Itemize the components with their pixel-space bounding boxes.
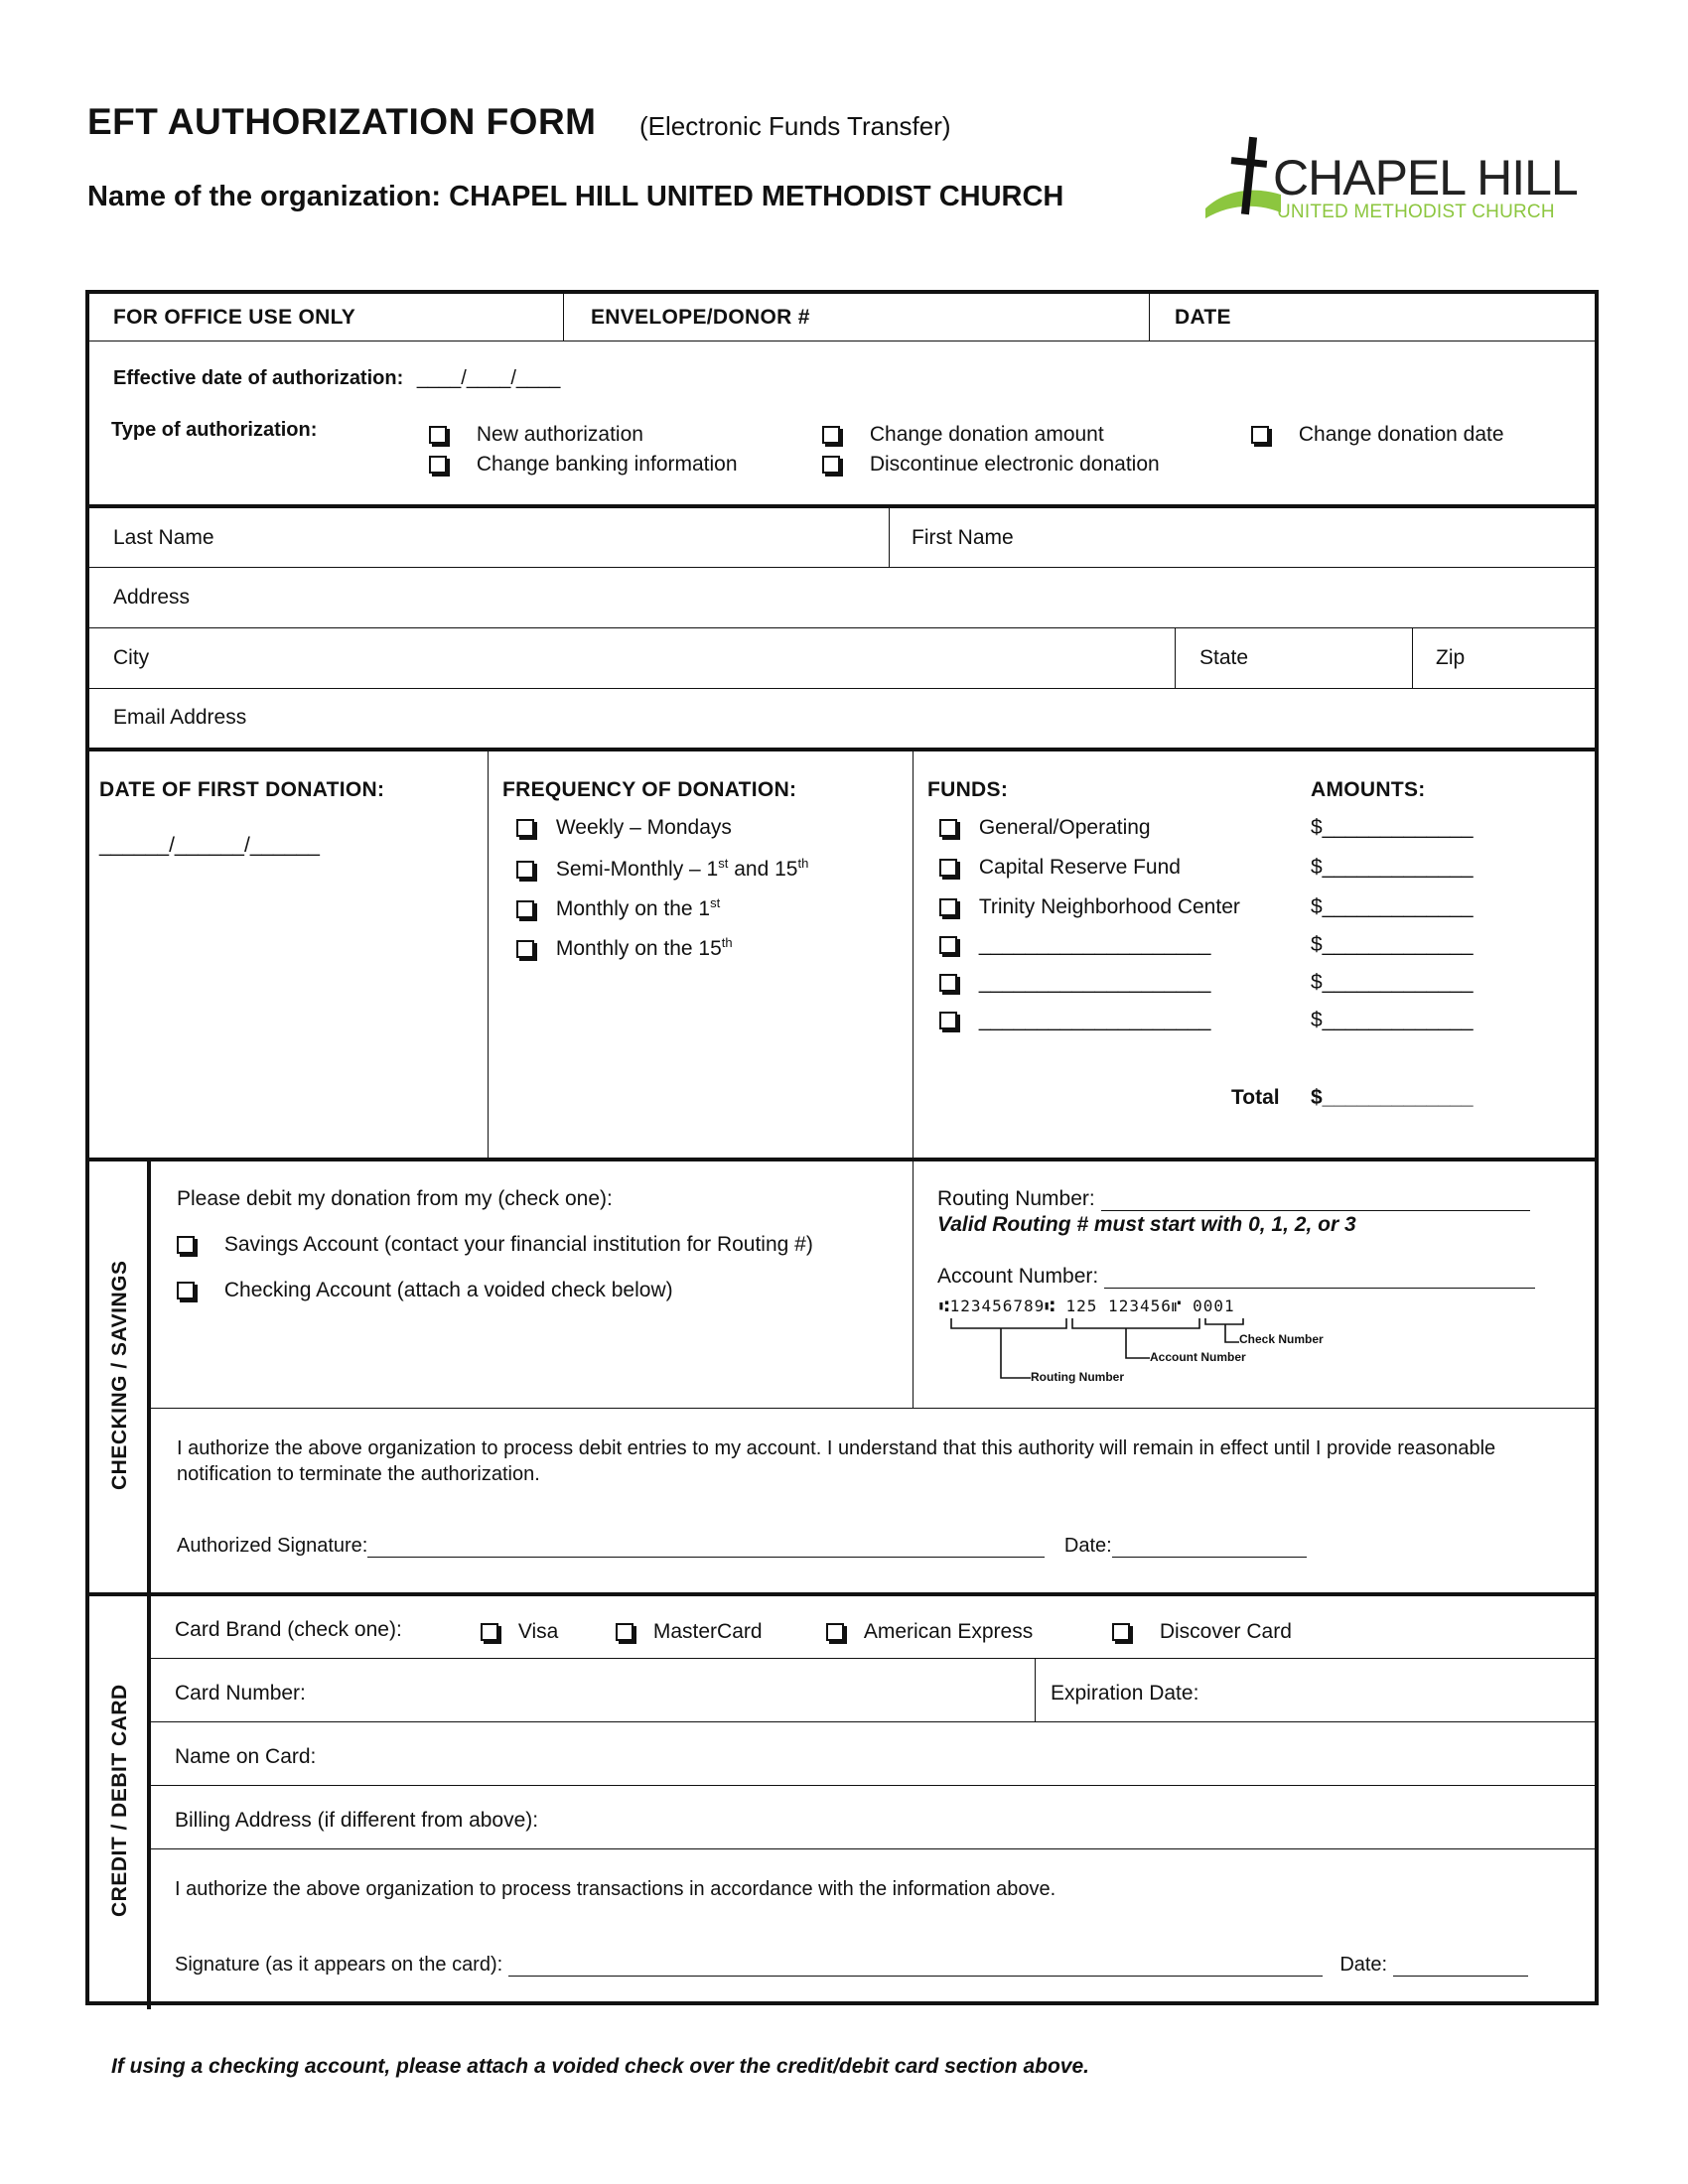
expiration-date-field[interactable]: Expiration Date: <box>1051 1682 1199 1705</box>
office-date-field[interactable]: DATE <box>1175 306 1231 329</box>
organization-line <box>87 181 1063 213</box>
checkbox[interactable] <box>177 1282 195 1299</box>
form-title: EFT AUTHORIZATION FORM <box>87 101 597 142</box>
checkbox[interactable] <box>939 898 957 916</box>
authorized-signature-row <box>177 1535 1307 1558</box>
zip-field[interactable]: Zip <box>1436 646 1466 669</box>
effective-date-label: Effective date of authorization: <box>113 367 404 389</box>
checkbox[interactable] <box>516 819 534 837</box>
account-number-label: Account Number: <box>937 1265 1099 1288</box>
freq-monthly-15th[interactable]: Monthly on the 15th <box>516 935 733 961</box>
checkbox[interactable] <box>939 1012 957 1029</box>
micr-line: ⑆123456789⑆ 125 123456⑈ 0001 <box>939 1297 1235 1315</box>
eft-form <box>85 290 1599 2005</box>
brand-visa[interactable]: Visa <box>481 1620 558 1644</box>
checkbox[interactable] <box>177 1236 195 1254</box>
amount-input[interactable]: $_____________ <box>1311 971 1474 994</box>
first-name-field[interactable]: First Name <box>912 526 1014 549</box>
checkbox[interactable] <box>516 940 534 958</box>
savings-option[interactable]: Savings Account (contact your financial institution for Routing #) <box>177 1233 813 1257</box>
option-new-authorization[interactable]: New authorization <box>429 423 643 447</box>
routing-number-row <box>937 1187 1530 1211</box>
brand-amex[interactable]: American Express <box>826 1620 1033 1644</box>
debit-authorization-text: I authorize the above organization to process debit entries to my account. I understand that this authority will remain in effect until I provide reasonable notification to terminate the authorization. <box>177 1437 1496 1485</box>
freq-monthly-1st[interactable]: Monthly on the 1st <box>516 895 720 921</box>
signature-date-label: Date: <box>1063 1535 1112 1557</box>
office-use-label: FOR OFFICE USE ONLY <box>113 306 356 329</box>
org-label: Name of the organization: <box>87 181 442 212</box>
brand-mastercard[interactable]: MasterCard <box>616 1620 763 1644</box>
checkbox[interactable] <box>939 819 957 837</box>
fund-trinity[interactable]: Trinity Neighborhood Center <box>939 895 1240 919</box>
checkbox[interactable] <box>516 900 534 918</box>
checkbox[interactable] <box>939 859 957 877</box>
fund-capital-reserve[interactable]: Capital Reserve Fund <box>939 856 1181 880</box>
total-label: Total <box>1231 1086 1280 1109</box>
church-logo <box>1201 131 1579 230</box>
amounts-title: AMOUNTS: <box>1311 778 1426 801</box>
card-number-field[interactable]: Card Number: <box>175 1682 306 1705</box>
effective-date-input[interactable]: ____/____/____ <box>416 367 561 389</box>
routing-number-label: Routing Number: <box>937 1187 1095 1210</box>
first-donation-title: DATE OF FIRST DONATION: <box>99 778 385 801</box>
funds-title: FUNDS: <box>927 778 1009 801</box>
type-label: Type of authorization: <box>111 419 318 441</box>
fund-other-1[interactable]: ____________________ <box>939 933 1210 957</box>
brand-discover[interactable]: Discover Card <box>1112 1620 1292 1644</box>
checkbox[interactable] <box>1112 1623 1130 1641</box>
checkbox[interactable] <box>826 1623 844 1641</box>
option-change-amount[interactable]: Change donation amount <box>822 423 1104 447</box>
checkbox[interactable] <box>516 861 534 879</box>
email-field[interactable]: Email Address <box>113 706 247 729</box>
billing-address-field[interactable]: Billing Address (if different from above): <box>175 1809 539 1832</box>
checking-savings-side-label: CHECKING / SAVINGS <box>108 1260 131 1490</box>
checkbox[interactable] <box>616 1623 633 1641</box>
card-brand-label: Card Brand (check one): <box>175 1618 402 1641</box>
footer-note: If using a checking account, please attach a voided check over the credit/debit card section above. <box>111 2055 1089 2078</box>
total-input[interactable]: $_____________ <box>1311 1086 1474 1109</box>
logo-title: CHAPEL HILL <box>1273 150 1578 205</box>
check-number-caption: Check Number <box>1239 1332 1324 1346</box>
form-subtitle: (Electronic Funds Transfer) <box>639 111 951 141</box>
name-on-card-field[interactable]: Name on Card: <box>175 1745 317 1768</box>
card-signature-input[interactable] <box>508 1955 1323 1977</box>
checkbox[interactable] <box>939 974 957 992</box>
freq-weekly[interactable]: Weekly – Mondays <box>516 816 732 840</box>
credit-debit-side-label: CREDIT / DEBIT CARD <box>108 1684 131 1917</box>
state-field[interactable]: State <box>1199 646 1249 669</box>
option-change-banking[interactable]: Change banking information <box>429 453 738 477</box>
routing-number-input[interactable] <box>1101 1189 1530 1211</box>
address-field[interactable]: Address <box>113 586 191 609</box>
card-signature-label: Signature (as it appears on the card): <box>175 1954 503 1976</box>
checkbox[interactable] <box>429 456 447 474</box>
amount-input[interactable]: $_____________ <box>1311 816 1474 839</box>
city-field[interactable]: City <box>113 646 150 669</box>
checkbox[interactable] <box>481 1623 498 1641</box>
routing-number-caption: Routing Number <box>1031 1370 1124 1384</box>
frequency-title: FREQUENCY OF DONATION: <box>502 778 797 801</box>
card-date-label: Date: <box>1339 1954 1388 1976</box>
effective-date-row <box>113 367 560 390</box>
signature-date-input[interactable] <box>1112 1536 1307 1558</box>
org-name: CHAPEL HILL UNITED METHODIST CHURCH <box>449 181 1064 212</box>
amount-input[interactable]: $_____________ <box>1311 933 1474 956</box>
last-name-field[interactable]: Last Name <box>113 526 214 549</box>
logo-subtitle: UNITED METHODIST CHURCH <box>1277 202 1555 222</box>
checkbox[interactable] <box>822 426 840 444</box>
authorized-signature-input[interactable] <box>367 1536 1045 1558</box>
account-number-caption: Account Number <box>1150 1350 1246 1364</box>
account-number-input[interactable] <box>1104 1267 1535 1289</box>
checkbox[interactable] <box>939 936 957 954</box>
account-number-row <box>937 1265 1535 1289</box>
card-signature-row <box>175 1954 1528 1977</box>
card-date-input[interactable] <box>1393 1955 1528 1977</box>
amount-input[interactable]: $_____________ <box>1311 1009 1474 1031</box>
first-donation-date-input[interactable]: ______/______/______ <box>99 834 320 857</box>
option-discontinue[interactable]: Discontinue electronic donation <box>822 453 1160 477</box>
fund-other-2[interactable]: ____________________ <box>939 971 1210 995</box>
fund-general[interactable]: General/Operating <box>939 816 1151 840</box>
freq-semi-monthly[interactable]: Semi-Monthly – 1st and 15th <box>516 856 808 882</box>
envelope-donor-field[interactable]: ENVELOPE/DONOR # <box>591 306 810 329</box>
fund-other-3[interactable]: ____________________ <box>939 1009 1210 1032</box>
amount-input[interactable]: $_____________ <box>1311 856 1474 879</box>
authorized-signature-label: Authorized Signature: <box>177 1535 368 1557</box>
checkbox[interactable] <box>429 426 447 444</box>
check-diagram-lines <box>939 1297 1356 1396</box>
option-change-date[interactable]: Change donation date <box>1251 423 1504 447</box>
checkbox[interactable] <box>822 456 840 474</box>
checking-option[interactable]: Checking Account (attach a voided check below) <box>177 1279 673 1302</box>
amount-input[interactable]: $_____________ <box>1311 895 1474 918</box>
routing-note: Valid Routing # must start with 0, 1, 2, or 3 <box>937 1213 1356 1236</box>
debit-prompt: Please debit my donation from my (check one): <box>177 1187 613 1210</box>
check-diagram <box>939 1297 1356 1396</box>
card-authorization-text: I authorize the above organization to process transactions in accordance with the information above. <box>175 1878 1056 1900</box>
checkbox[interactable] <box>1251 426 1269 444</box>
